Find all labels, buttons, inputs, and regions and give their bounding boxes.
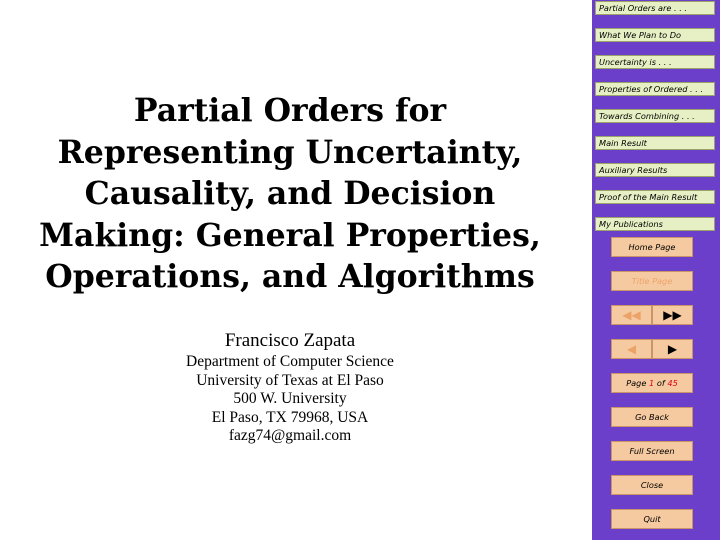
nav-item-partial-orders[interactable]: Partial Orders are . . . xyxy=(595,1,715,15)
back-arrow-icon: ◀ xyxy=(626,342,637,356)
nav-item-proof-main-result[interactable]: Proof of the Main Result xyxy=(595,190,715,204)
title-line: Making: General Properties, xyxy=(39,216,541,254)
total-pages: 45 xyxy=(667,378,678,388)
nav-item-uncertainty[interactable]: Uncertainty is . . . xyxy=(595,55,715,69)
title-line: Causality, and Decision xyxy=(84,175,496,212)
navigation-sidebar xyxy=(592,0,720,540)
affiliation-line: University of Texas at El Paso xyxy=(196,371,384,389)
affiliation-line: Department of Computer Science xyxy=(186,353,394,370)
forward-arrow-icon: ▶ xyxy=(667,342,678,356)
author-name: Francisco Zapata xyxy=(224,330,356,351)
forward-button[interactable] xyxy=(652,339,693,359)
fast-forward-button[interactable] xyxy=(652,305,693,325)
title-line: Partial Orders for xyxy=(133,92,447,129)
page-of-label: of xyxy=(656,378,665,388)
fast-back-icon: ◀◀ xyxy=(622,308,641,322)
nav-item-my-publications[interactable]: My Publications xyxy=(595,217,715,231)
nav-item-what-we-plan[interactable]: What We Plan to Do xyxy=(595,28,715,42)
current-page-number: 1 xyxy=(649,378,655,388)
title-line: Representing Uncertainty, xyxy=(57,133,523,171)
author-email: fazg74@gmail.com xyxy=(228,427,352,444)
back-button[interactable] xyxy=(611,339,652,359)
quit-button[interactable]: Quit xyxy=(611,509,693,529)
nav-item-auxiliary-results[interactable]: Auxiliary Results xyxy=(595,163,715,177)
home-page-button[interactable]: Home Page xyxy=(611,237,693,257)
nav-item-properties-ordered[interactable]: Properties of Ordered . . . xyxy=(595,82,715,96)
nav-item-towards-combining[interactable]: Towards Combining . . . xyxy=(595,109,715,123)
close-button[interactable]: Close xyxy=(611,475,693,495)
page-label: Page xyxy=(626,378,647,388)
nav-item-main-result[interactable]: Main Result xyxy=(595,136,715,150)
go-back-button[interactable]: Go Back xyxy=(611,407,693,427)
fast-forward-icon: ▶▶ xyxy=(663,308,682,322)
affiliation-line: 500 W. University xyxy=(233,390,347,407)
title-page-button[interactable]: Title Page xyxy=(611,271,693,291)
title-line: Operations, and Algorithms xyxy=(45,258,535,295)
page-indicator xyxy=(611,373,693,393)
slide-title xyxy=(0,90,580,298)
author-block xyxy=(0,329,580,446)
affiliation-line: El Paso, TX 79968, USA xyxy=(211,408,369,426)
fast-back-button[interactable] xyxy=(611,305,652,325)
full-screen-button[interactable]: Full Screen xyxy=(611,441,693,461)
